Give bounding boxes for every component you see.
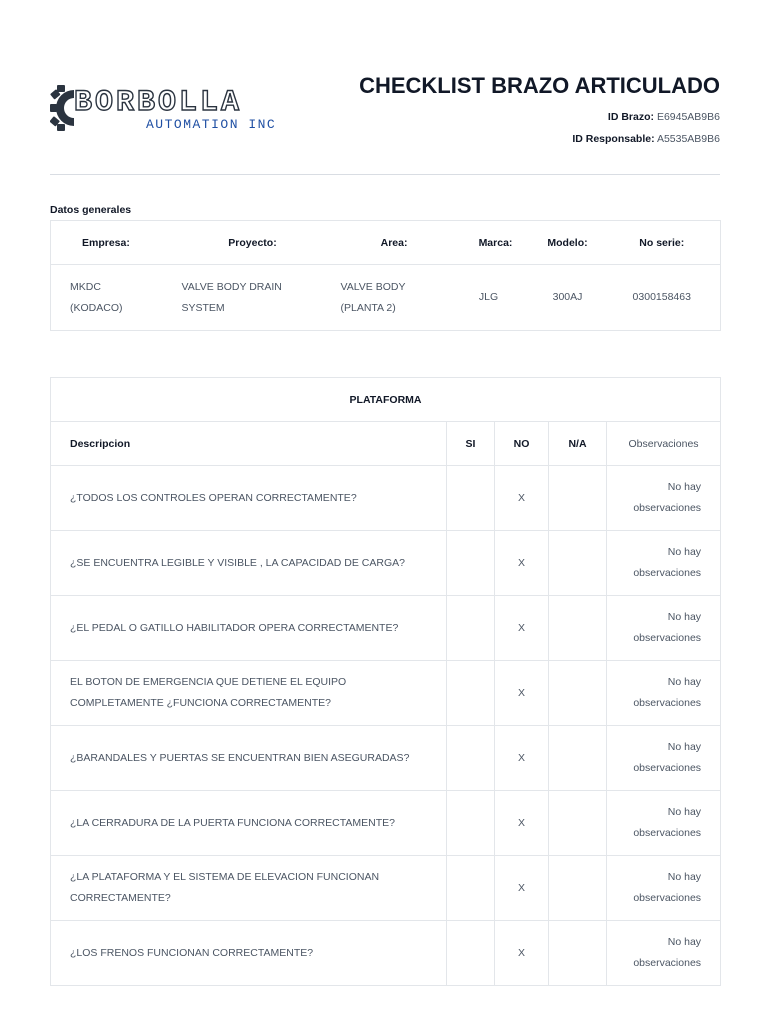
row-na-mark xyxy=(549,466,607,531)
row-description xyxy=(51,921,447,986)
cell-marca: JLG xyxy=(446,265,532,331)
row-no-mark: X xyxy=(495,596,549,661)
row-description-line: ¿TODOS LOS CONTROLES OPERAN CORRECTAMENTE? xyxy=(70,491,357,504)
id-brazo-label: ID Brazo: xyxy=(607,111,655,123)
row-no-mark: X xyxy=(495,726,549,791)
plataforma-rows xyxy=(51,466,721,986)
row-observaciones-line: observaciones xyxy=(633,697,702,709)
col-si: SI xyxy=(447,422,495,466)
checklist-row xyxy=(51,596,721,661)
row-observaciones-line: No hay xyxy=(667,481,702,493)
row-na-mark xyxy=(549,531,607,596)
row-no-mark: X xyxy=(495,531,549,596)
row-description xyxy=(51,791,447,856)
row-si-mark xyxy=(447,726,495,791)
general-section-label: Datos generales xyxy=(50,204,132,216)
cell-area xyxy=(320,265,446,331)
row-no-mark: X xyxy=(495,921,549,986)
company-logo xyxy=(50,84,305,140)
row-observaciones xyxy=(607,466,721,531)
row-description xyxy=(51,661,447,726)
row-na-mark xyxy=(549,921,607,986)
row-observaciones xyxy=(607,921,721,986)
row-observaciones xyxy=(607,661,721,726)
row-observaciones xyxy=(607,531,721,596)
general-data-table xyxy=(50,220,721,331)
row-no-mark: X xyxy=(495,791,549,856)
plataforma-table xyxy=(50,377,721,986)
row-observaciones-line: No hay xyxy=(667,936,702,948)
id-responsable-value: A5535AB9B6 xyxy=(656,133,720,145)
header-divider xyxy=(50,174,720,175)
row-description-line: ¿LOS FRENOS FUNCIONAN CORRECTAMENTE? xyxy=(70,946,314,959)
cell-modelo: 300AJ xyxy=(532,265,604,331)
cell-area-line-1: VALVE BODY xyxy=(340,280,406,293)
row-observaciones xyxy=(607,856,721,921)
row-observaciones-line: observaciones xyxy=(633,957,702,969)
cell-proyecto-line-1: VALVE BODY DRAIN xyxy=(181,280,282,293)
row-observaciones-line: No hay xyxy=(667,676,702,688)
row-observaciones-line: observaciones xyxy=(633,567,702,579)
row-si-mark xyxy=(447,921,495,986)
row-observaciones xyxy=(607,726,721,791)
cell-area-line-2: (PLANTA 2) xyxy=(340,301,396,314)
row-description-line: ¿LA PLATAFORMA Y EL SISTEMA DE ELEVACION FUNCIONAN xyxy=(70,871,380,883)
checklist-row xyxy=(51,466,721,531)
plataforma-title: PLATAFORMA xyxy=(51,378,721,422)
row-description xyxy=(51,531,447,596)
plataforma-columns-row xyxy=(51,422,721,466)
header-area: Area: xyxy=(320,221,446,265)
row-observaciones-line: No hay xyxy=(667,611,702,623)
logo-tagline: AUTOMATION INC xyxy=(146,117,277,132)
col-no: NO xyxy=(495,422,549,466)
row-description-line: COMPLETAMENTE ¿FUNCIONA CORRECTAMENTE? xyxy=(70,697,331,709)
cell-proyecto-line-2: SYSTEM xyxy=(181,301,225,314)
row-no-mark: X xyxy=(495,661,549,726)
row-si-mark xyxy=(447,531,495,596)
row-na-mark xyxy=(549,791,607,856)
row-no-mark: X xyxy=(495,856,549,921)
id-brazo-value: E6945AB9B6 xyxy=(656,111,720,123)
row-description xyxy=(51,596,447,661)
cell-empresa xyxy=(51,265,162,331)
header-no-serie: No serie: xyxy=(604,221,721,265)
row-description-line: ¿EL PEDAL O GATILLO HABILITADOR OPERA CORRECTAMENTE? xyxy=(70,621,399,634)
row-description xyxy=(51,466,447,531)
checklist-row xyxy=(51,856,721,921)
header-marca: Marca: xyxy=(446,221,532,265)
checklist-row xyxy=(51,531,721,596)
row-description xyxy=(51,726,447,791)
id-responsable xyxy=(572,133,720,145)
row-observaciones-line: observaciones xyxy=(633,827,702,839)
row-observaciones-line: observaciones xyxy=(633,892,702,904)
row-observaciones-line: No hay xyxy=(667,806,702,818)
col-descripcion: Descripcion xyxy=(51,422,447,466)
row-description-line: ¿LA CERRADURA DE LA PUERTA FUNCIONA CORRECTAMENTE? xyxy=(70,816,395,829)
row-observaciones-line: observaciones xyxy=(633,632,702,644)
row-observaciones-line: No hay xyxy=(667,741,702,753)
col-na: N/A xyxy=(549,422,607,466)
row-na-mark xyxy=(549,596,607,661)
row-observaciones-line: observaciones xyxy=(633,762,702,774)
row-description-line: ¿SE ENCUENTRA LEGIBLE Y VISIBLE , LA CAPACIDAD DE CARGA? xyxy=(70,556,405,569)
cell-empresa-line-2: (KODACO) xyxy=(70,301,123,314)
header-empresa: Empresa: xyxy=(51,221,162,265)
cell-proyecto xyxy=(162,265,320,331)
id-responsable-label: ID Responsable: xyxy=(572,133,655,145)
row-no-mark: X xyxy=(495,466,549,531)
logo-wordmark: BORBOLLA xyxy=(74,86,243,120)
general-data-row xyxy=(51,265,721,331)
row-si-mark xyxy=(447,596,495,661)
checklist-row xyxy=(51,921,721,986)
row-si-mark xyxy=(447,466,495,531)
row-description-line: EL BOTON DE EMERGENCIA QUE DETIENE EL EQUIPO xyxy=(70,676,347,688)
plataforma-title-row xyxy=(51,378,721,422)
cell-no-serie: 0300158463 xyxy=(604,265,721,331)
row-si-mark xyxy=(447,791,495,856)
checklist-row xyxy=(51,791,721,856)
document-title: CHECKLIST BRAZO ARTICULADO xyxy=(359,73,720,98)
id-brazo xyxy=(608,111,720,123)
checklist-row xyxy=(51,661,721,726)
general-header-row xyxy=(51,221,721,265)
row-observaciones xyxy=(607,791,721,856)
row-description-line: CORRECTAMENTE? xyxy=(70,892,171,904)
row-observaciones-line: No hay xyxy=(667,546,702,558)
row-description xyxy=(51,856,447,921)
checklist-row xyxy=(51,726,721,791)
row-na-mark xyxy=(549,726,607,791)
cell-empresa-line-1: MKDC xyxy=(70,280,101,293)
row-si-mark xyxy=(447,661,495,726)
row-na-mark xyxy=(549,856,607,921)
header-proyecto: Proyecto: xyxy=(162,221,320,265)
row-si-mark xyxy=(447,856,495,921)
row-observaciones-line: observaciones xyxy=(633,502,702,514)
row-na-mark xyxy=(549,661,607,726)
row-observaciones-line: No hay xyxy=(667,871,702,883)
col-observaciones: Observaciones xyxy=(607,422,721,466)
header-modelo: Modelo: xyxy=(532,221,604,265)
row-description-line: ¿BARANDALES Y PUERTAS SE ENCUENTRAN BIEN ASEGURADAS? xyxy=(70,751,410,764)
row-observaciones xyxy=(607,596,721,661)
